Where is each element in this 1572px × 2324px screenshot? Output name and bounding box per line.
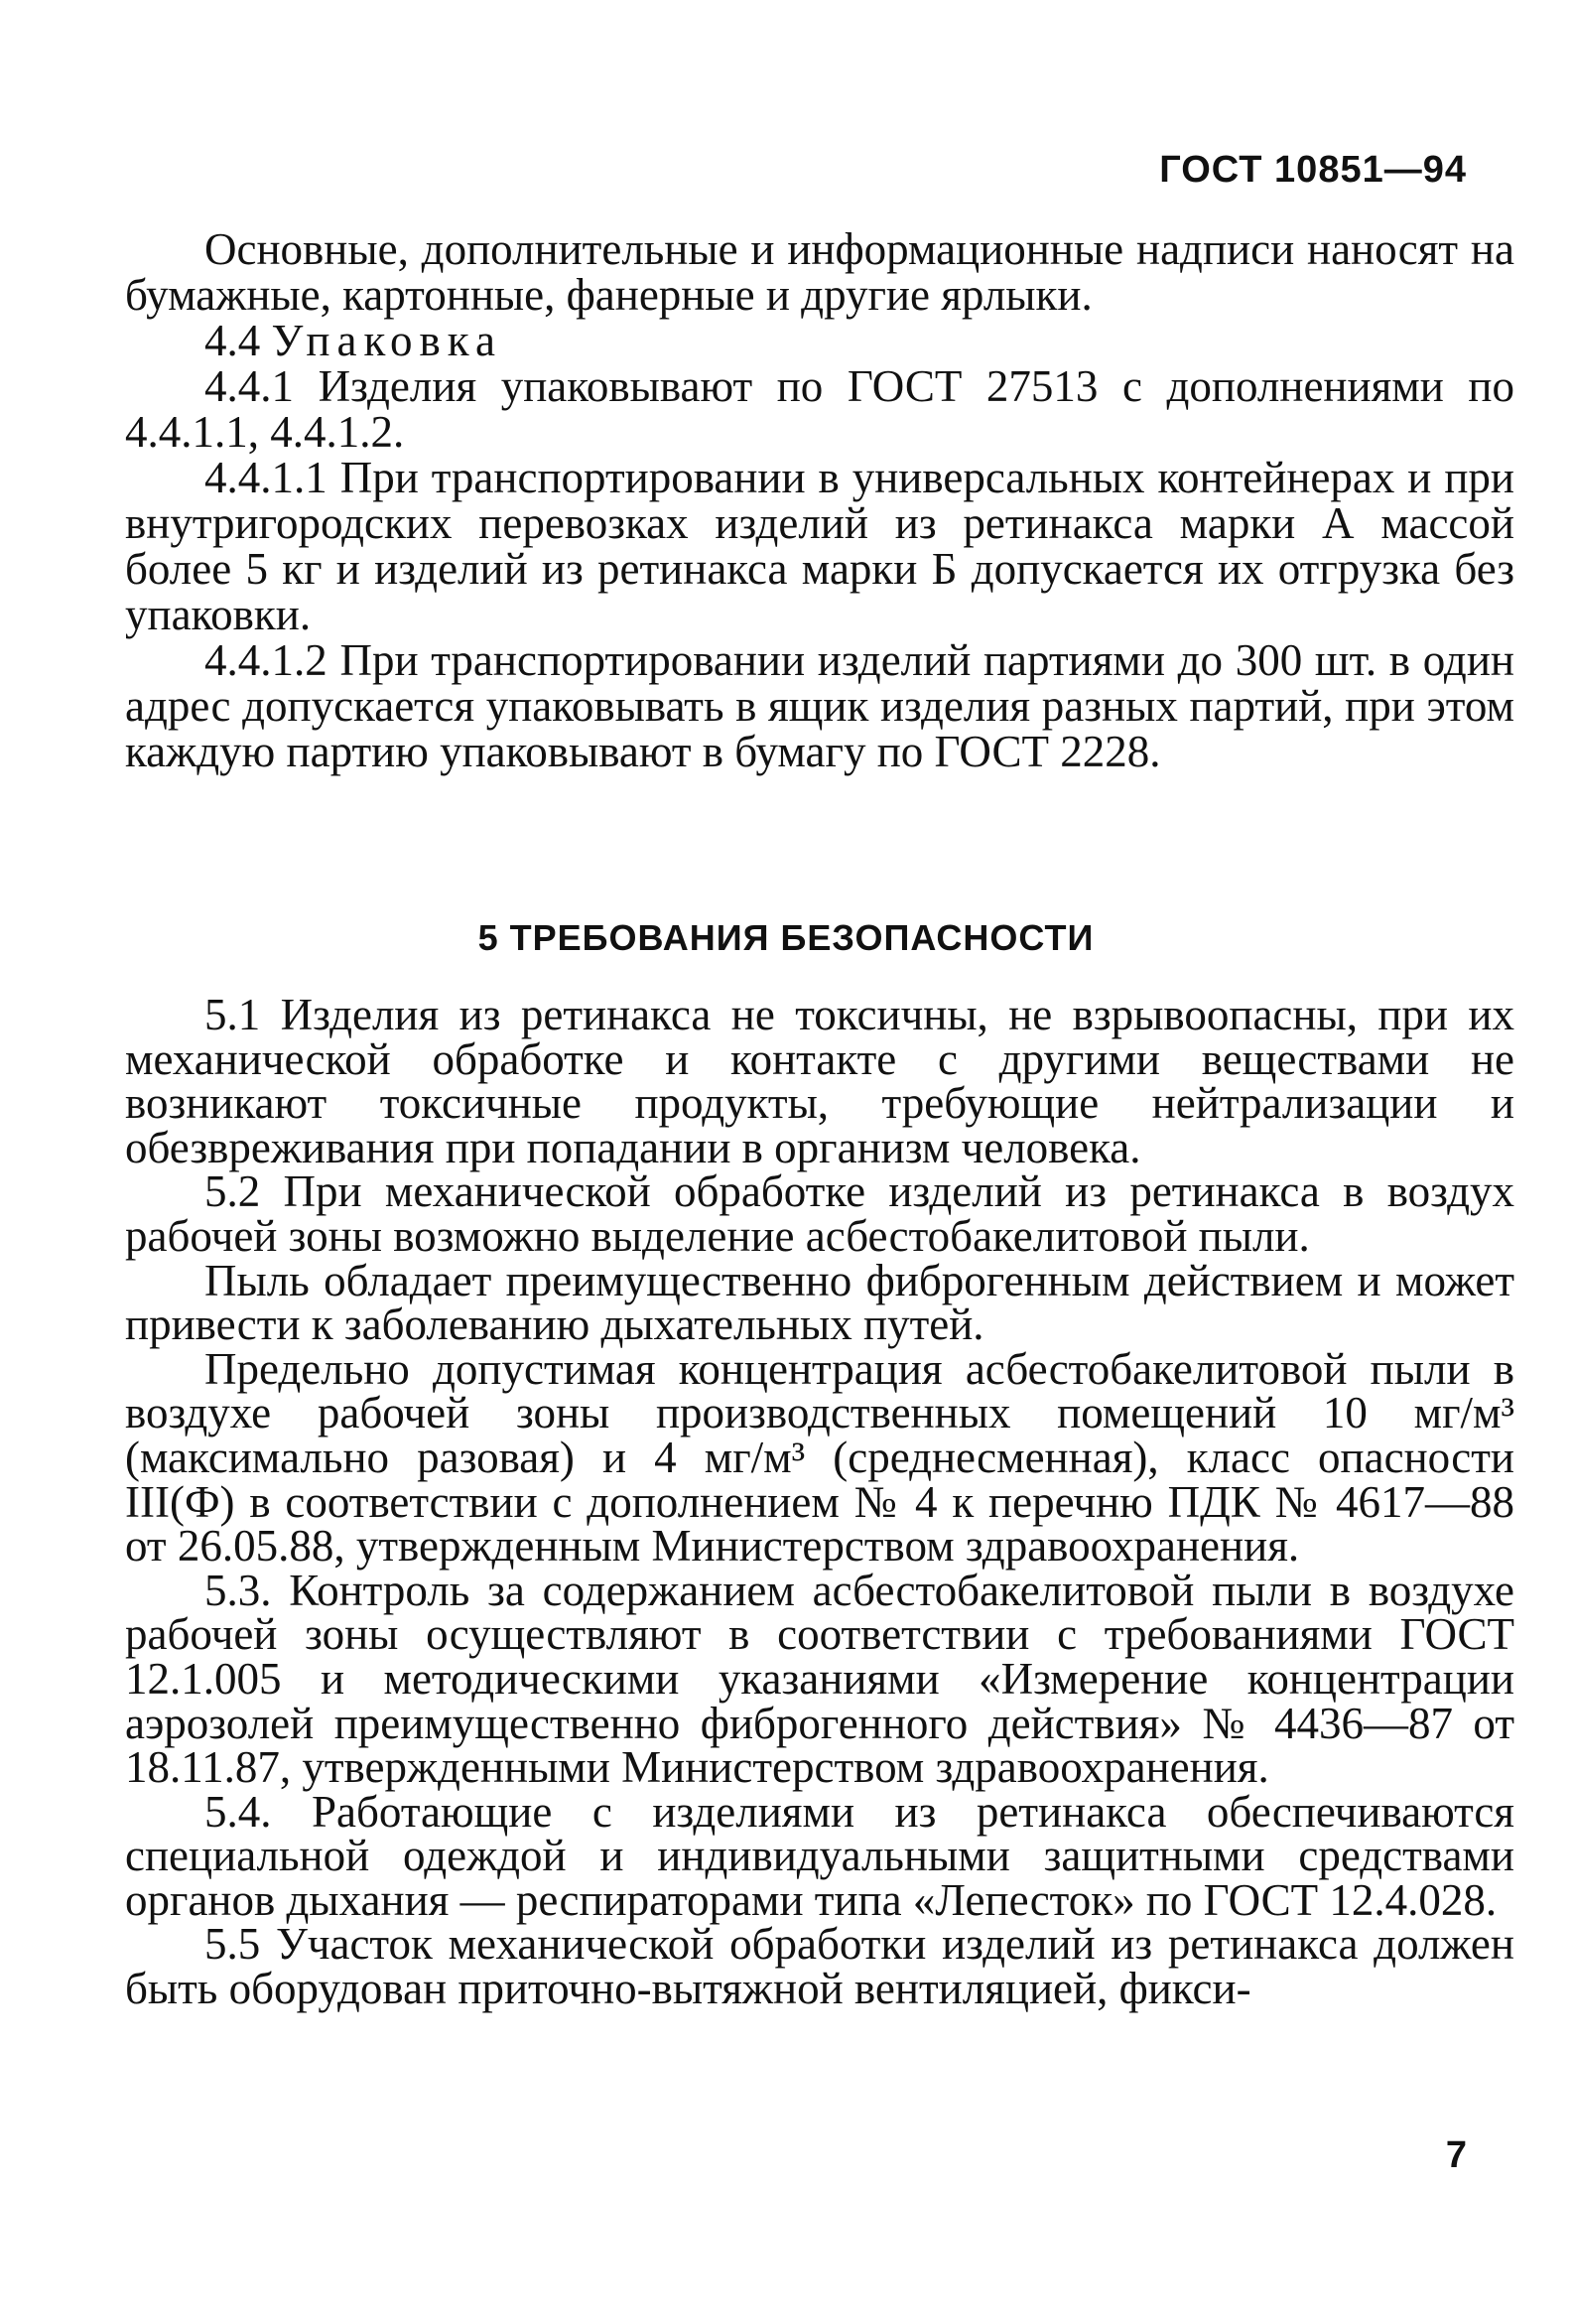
section-4-4-heading-title: Упаковка [271, 316, 502, 365]
page-number: 7 [1445, 2134, 1467, 2176]
paragraph-5-2-concentration: Предельно допустимая концентрация асбестобакелитовой пыли в воздухе рабочей зоны производственных помещений 10 мг/м³ (максимально разовая) и 4 мг/м³ (среднесменная), класс опасности III(Ф) в соответствии с дополнением № 4 к перечню ПДК № 4617—88 от 26.05.88, утвержденным Министерством здравоохранения. [125, 1343, 1514, 1572]
section-5-text [125, 990, 1514, 2014]
paragraph-5-2-dust: Пыль обладает преимущественно фиброгенным действием и может привести к заболеванию дыхательных путей. [125, 1255, 1514, 1350]
paragraph-5-3: 5.3. Контроль за содержанием асбестобакелитовой пыли в воздухе рабочей зоны осуществляют в соответствии с требованиями ГОСТ 12.1.005 и методическими указаниями «Измерение концентрации аэрозолей преимущественно фиброгенного действия» № 4436—87 от 18.11.87, утвержденными Министерством здравоохранения. [125, 1565, 1514, 1793]
intro-paragraph: Основные, дополнительные и информационные надписи наносят на бумажные, картонные, фанерные и другие ярлыки. [125, 224, 1514, 320]
paragraph-5-5: 5.5 Участок механической обработки изделий из ретинакса должен быть оборудован приточно-вытяжной вентиляцией, фикси- [125, 1919, 1514, 2014]
paragraph-4-4-1-1: 4.4.1.1 При транспортировании в универсальных контейнерах и при внутригородских перевозках изделий из ретинакса марки А массой более 5 кг и изделий из ретинакса марки Б допускается их отгрузка без упаковки. [125, 453, 1514, 639]
section-4-4-text [125, 226, 1514, 774]
paragraph-5-4: 5.4. Работающие с изделиями из ретинакса обеспечиваются специальной одеждой и индивидуальными защитными средствами органов дыхания — респираторами типа «Лепесток» по ГОСТ 12.4.028. [125, 1786, 1514, 1925]
paragraph-4-4-1: 4.4.1 Изделия упаковывают по ГОСТ 27513 с дополнениями по 4.4.1.1, 4.4.1.2. [125, 361, 1514, 457]
section-4-4-heading [125, 318, 1514, 363]
section-5-heading: 5 ТРЕБОВАНИЯ БЕЗОПАСНОСТИ [477, 917, 1095, 958]
paragraph-5-1: 5.1 Изделия из ретинакса не токсичны, не взрывоопасны, при их механической обработке и контакте с другими веществами не возникают токсичные продукты, требующие нейтрализации и обезвреживания при попадании в организм человека. [125, 990, 1514, 1172]
paragraph-5-2: 5.2 При механической обработке изделий из ретинакса в воздух рабочей зоны возможно выделение асбестобакелитовой пыли. [125, 1166, 1514, 1261]
section-4-4-heading-number: 4.4 [204, 316, 261, 365]
paragraph-4-4-1-2: 4.4.1.2 При транспортировании изделий партиями до 300 шт. в один адрес допускается упаковывать в ящик изделия разных партий, при этом каждую партию упаковывают в бумагу по ГОСТ 2228. [125, 635, 1514, 776]
document-code-header: ГОСТ 10851—94 [1159, 149, 1467, 191]
